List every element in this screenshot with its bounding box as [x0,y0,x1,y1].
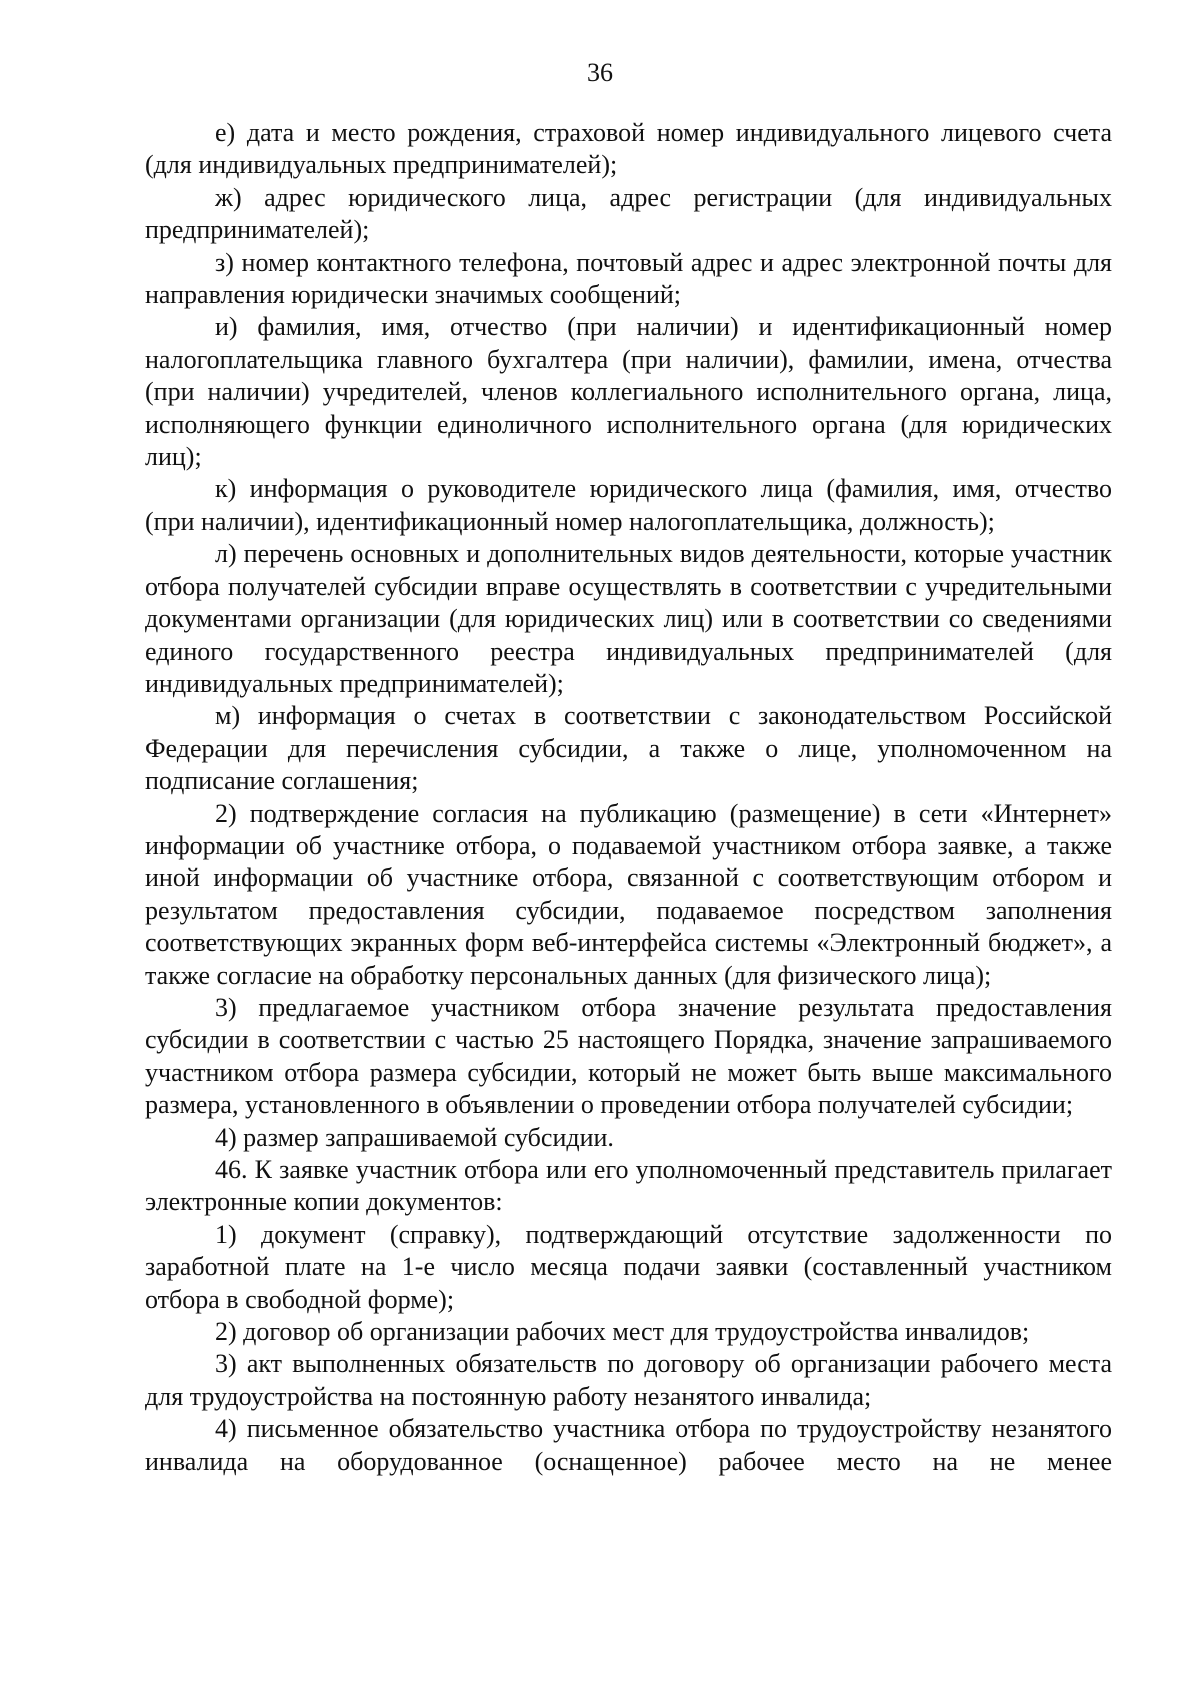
paragraph-k: к) информация о руководителе юридического лица (фамилия, имя, отчество (при наличии), идентификационный номер налогоплательщика, должность); [145,474,1112,536]
paragraph-46-item-4: 4) письменное обязательство участника отбора по трудоустройству незанятого инвалида на оборудованное (оснащенное) рабочее место на не менее [145,1414,1112,1476]
paragraph-i: и) фамилия, имя, отчество (при наличии) и идентификационный номер налогоплательщика главного бухгалтера (при наличии), фамилии, имена, отчества (при наличии) учредителей, членов коллегиального исполнительного органа, лица, исполняющего функции единоличного исполнительного органа (для юридических лиц); [145,312,1112,472]
paragraph-e: е) дата и место рождения, страховой номер индивидуального лицевого счета (для индивидуальных предпринимателей); [145,118,1112,180]
paragraph-46-item-1: 1) документ (справку), подтверждающий отсутствие задолженности по заработной плате на 1-е число месяца подачи заявки (составленный участником отбора в свободной форме); [145,1219,1112,1314]
paragraph-zh: ж) адрес юридического лица, адрес регистрации (для индивидуальных предпринимателей); [145,182,1112,245]
paragraph-l: л) перечень основных и дополнительных видов деятельности, которые участник отбора получателей субсидии вправе осуществлять в соответствии с учредительными документами организации (для юридических лиц) или в соответствии со сведениями единого государственного реестра индивидуальных предпринимателей (для индивидуальных предпринимателей); [145,539,1112,698]
paragraph-46-item-2: 2) договор об организации рабочих мест для трудоустройства инвалидов; [215,1317,1030,1347]
paragraph-46-item-3: 3) акт выполненных обязательств по договору об организации рабочего места для трудоустройства на постоянную работу незанятого инвалида; [145,1349,1112,1411]
page-number: 36 [587,58,613,87]
paragraph-item-3: 3) предлагаемое участником отбора значение результата предоставления субсидии в соответствии с частью 25 настоящего Порядка, значение запрашиваемого участником отбора размера субсидии, который не может быть выше максимального размера, установленного в объявлении о проведении отбора получателей субсидии; [145,992,1112,1120]
document-body [145,117,1112,1478]
paragraph-46: 46. К заявке участник отбора или его уполномоченный представитель прилагает электронные копии документов: [145,1155,1112,1217]
paragraph-z: з) номер контактного телефона, почтовый адрес и адрес электронной почты для направления юридически значимых сообщений; [145,247,1112,310]
paragraph-item-2: 2) подтверждение согласия на публикацию (размещение) в сети «Интернет» информации об участнике отбора, о подаваемой участником отбора заявке, а также иной информации об участнике отбора, связанной с соответствующим отбором и результатом предоставления субсидии, подаваемое посредством заполнения соответствующих экранных форм веб-интерфейса системы «Электронный бюджет», а также согласие на обработку персональных данных (для физического лица); [145,798,1112,990]
paragraph-m: м) информация о счетах в соответствии с законодательством Российской Федерации для перечисления субсидии, а также о лице, уполномоченном на подписание соглашения; [145,701,1112,796]
paragraph-item-4: 4) размер запрашиваемой субсидии. [215,1122,614,1152]
